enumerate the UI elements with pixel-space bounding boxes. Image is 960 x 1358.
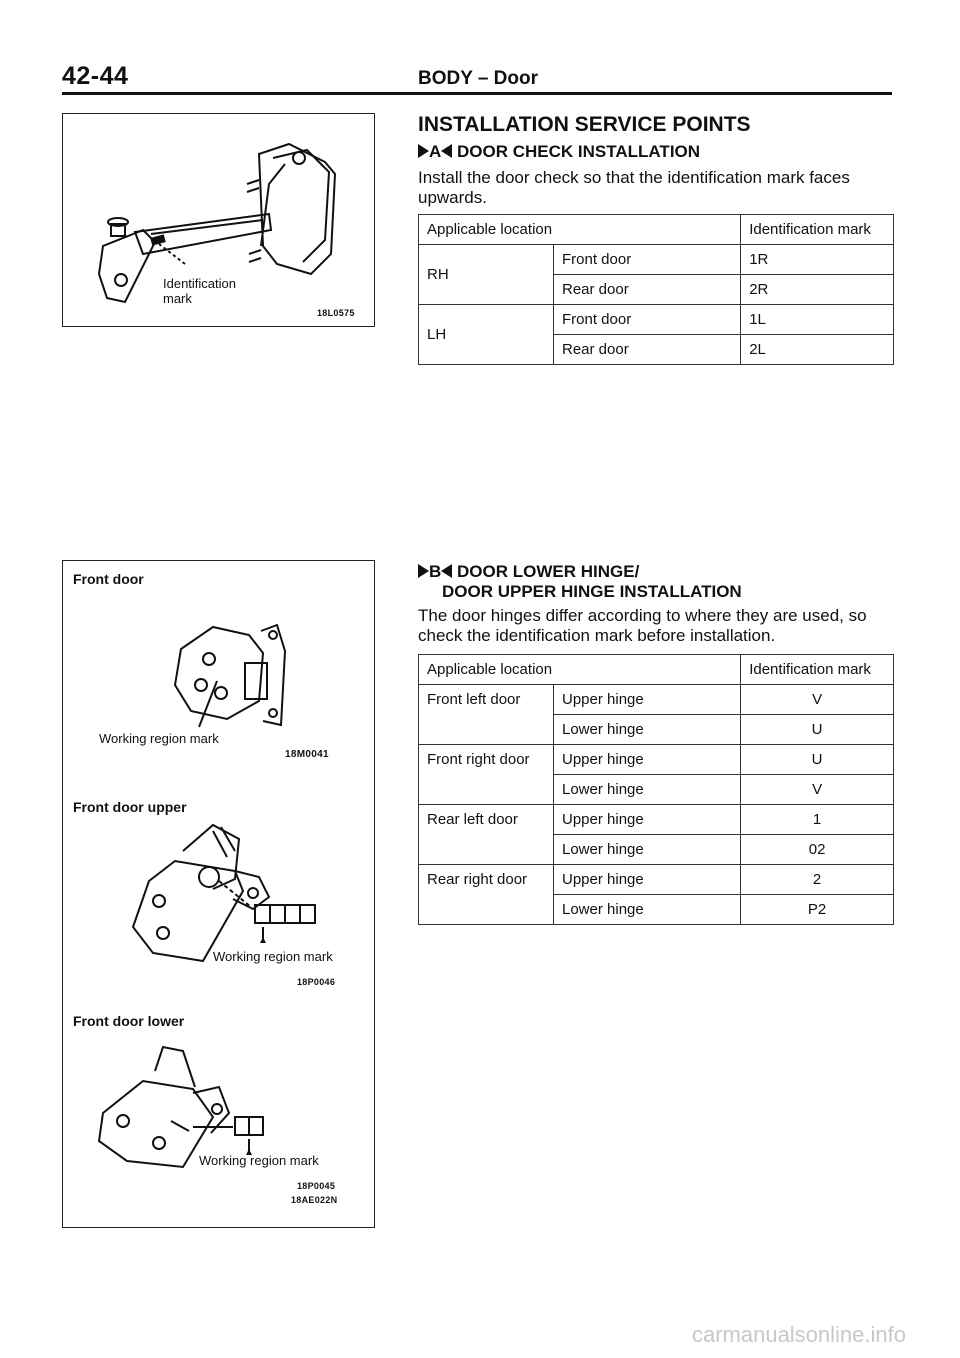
sub-heading-a: DOOR CHECK INSTALLATION — [457, 142, 701, 161]
triangle-left-icon — [441, 564, 452, 578]
section-b-body: The door hinges differ according to where they are used, so check the identification mark before installation. — [418, 606, 867, 645]
front-hinge-code: 18M0041 — [285, 749, 329, 760]
table-cell-mark: P2 — [741, 895, 894, 925]
table-cell-mark: 2L — [741, 335, 894, 365]
hinge-table — [418, 654, 894, 925]
table-header: Identification mark — [741, 655, 894, 685]
header-rule — [62, 92, 892, 95]
table-cell-hinge: Upper hinge — [554, 805, 741, 835]
door-check-figure — [62, 113, 375, 327]
table-cell-hinge: Lower hinge — [554, 895, 741, 925]
table-cell-side: RH — [419, 245, 554, 305]
table-cell-hinge: Upper hinge — [554, 745, 741, 775]
table-header: Applicable location — [419, 215, 741, 245]
table-row — [419, 245, 894, 275]
table-cell-door: Front left door — [419, 685, 554, 745]
section-heading: INSTALLATION SERVICE POINTS — [418, 113, 751, 136]
figure-b-title-lower: Front door lower — [73, 1013, 185, 1029]
figure-a-label-2: mark — [163, 291, 192, 306]
table-header-row — [419, 655, 894, 685]
table-cell-door: Rear right door — [419, 865, 554, 925]
table-cell-door: Rear left door — [419, 805, 554, 865]
table-cell-door: Front door — [554, 245, 741, 275]
upper-hinge-mark-label: Working region mark — [213, 949, 333, 964]
table-cell-door: Rear door — [554, 335, 741, 365]
door-check-illustration — [63, 114, 374, 326]
page-title: BODY – Door — [418, 68, 539, 89]
table-row — [419, 305, 894, 335]
table-cell-mark: 2 — [741, 865, 894, 895]
section-a-body: Install the door check so that the identification mark faces upwards. — [418, 168, 850, 207]
table-row — [419, 865, 894, 895]
sub-letter-a: A — [429, 142, 442, 161]
table-cell-mark: 1 — [741, 805, 894, 835]
triangle-right-icon — [418, 564, 429, 578]
table-cell-mark: 1R — [741, 245, 894, 275]
figure-a-label-1: Identification — [163, 276, 236, 291]
triangle-left-icon — [441, 144, 452, 158]
page-number: 42-44 — [62, 62, 129, 90]
sub-heading-b-line2: DOOR UPPER HINGE INSTALLATION — [442, 582, 742, 601]
watermark: carmanualsonline.info — [691, 1322, 906, 1347]
lower-hinge-mark-label: Working region mark — [199, 1153, 319, 1168]
table-cell-side: LH — [419, 305, 554, 365]
table-cell-mark: V — [741, 685, 894, 715]
table-cell-mark: 2R — [741, 275, 894, 305]
table-cell-hinge: Lower hinge — [554, 775, 741, 805]
figure-b-title-upper: Front door upper — [73, 799, 187, 815]
section-a-subheading — [418, 142, 700, 162]
table-cell-hinge: Upper hinge — [554, 865, 741, 895]
table-cell-mark: U — [741, 715, 894, 745]
section-b-subheading — [418, 562, 639, 582]
table-header: Applicable location — [419, 655, 741, 685]
table-row — [419, 745, 894, 775]
table-cell-mark: 02 — [741, 835, 894, 865]
table-cell-door: Front right door — [419, 745, 554, 805]
figure-b-title-front: Front door — [73, 571, 144, 587]
triangle-right-icon — [418, 144, 429, 158]
sub-heading-b-line1: DOOR LOWER HINGE/ — [457, 562, 640, 581]
table-row — [419, 805, 894, 835]
upper-hinge-code: 18P0046 — [297, 977, 336, 987]
hinge-figure — [62, 560, 375, 1228]
front-hinge-mark-label: Working region mark — [99, 731, 219, 746]
table-row — [419, 685, 894, 715]
table-cell-door: Rear door — [554, 275, 741, 305]
table-cell-hinge: Upper hinge — [554, 685, 741, 715]
table-cell-door: Front door — [554, 305, 741, 335]
front-door-hinge-illustration — [63, 561, 374, 1227]
table-cell-mark: U — [741, 745, 894, 775]
table-cell-mark: V — [741, 775, 894, 805]
table-header-row — [419, 215, 894, 245]
table-header: Identification mark — [741, 215, 894, 245]
door-check-table — [418, 214, 894, 365]
sub-letter-b: B — [429, 562, 442, 581]
lower-hinge-code: 18P0045 — [297, 1181, 336, 1191]
figure-a-code: 18L0575 — [317, 308, 355, 318]
table-cell-mark: 1L — [741, 305, 894, 335]
table-cell-hinge: Lower hinge — [554, 715, 741, 745]
table-cell-hinge: Lower hinge — [554, 835, 741, 865]
figure-group-code: 18AE022N — [291, 1195, 338, 1205]
